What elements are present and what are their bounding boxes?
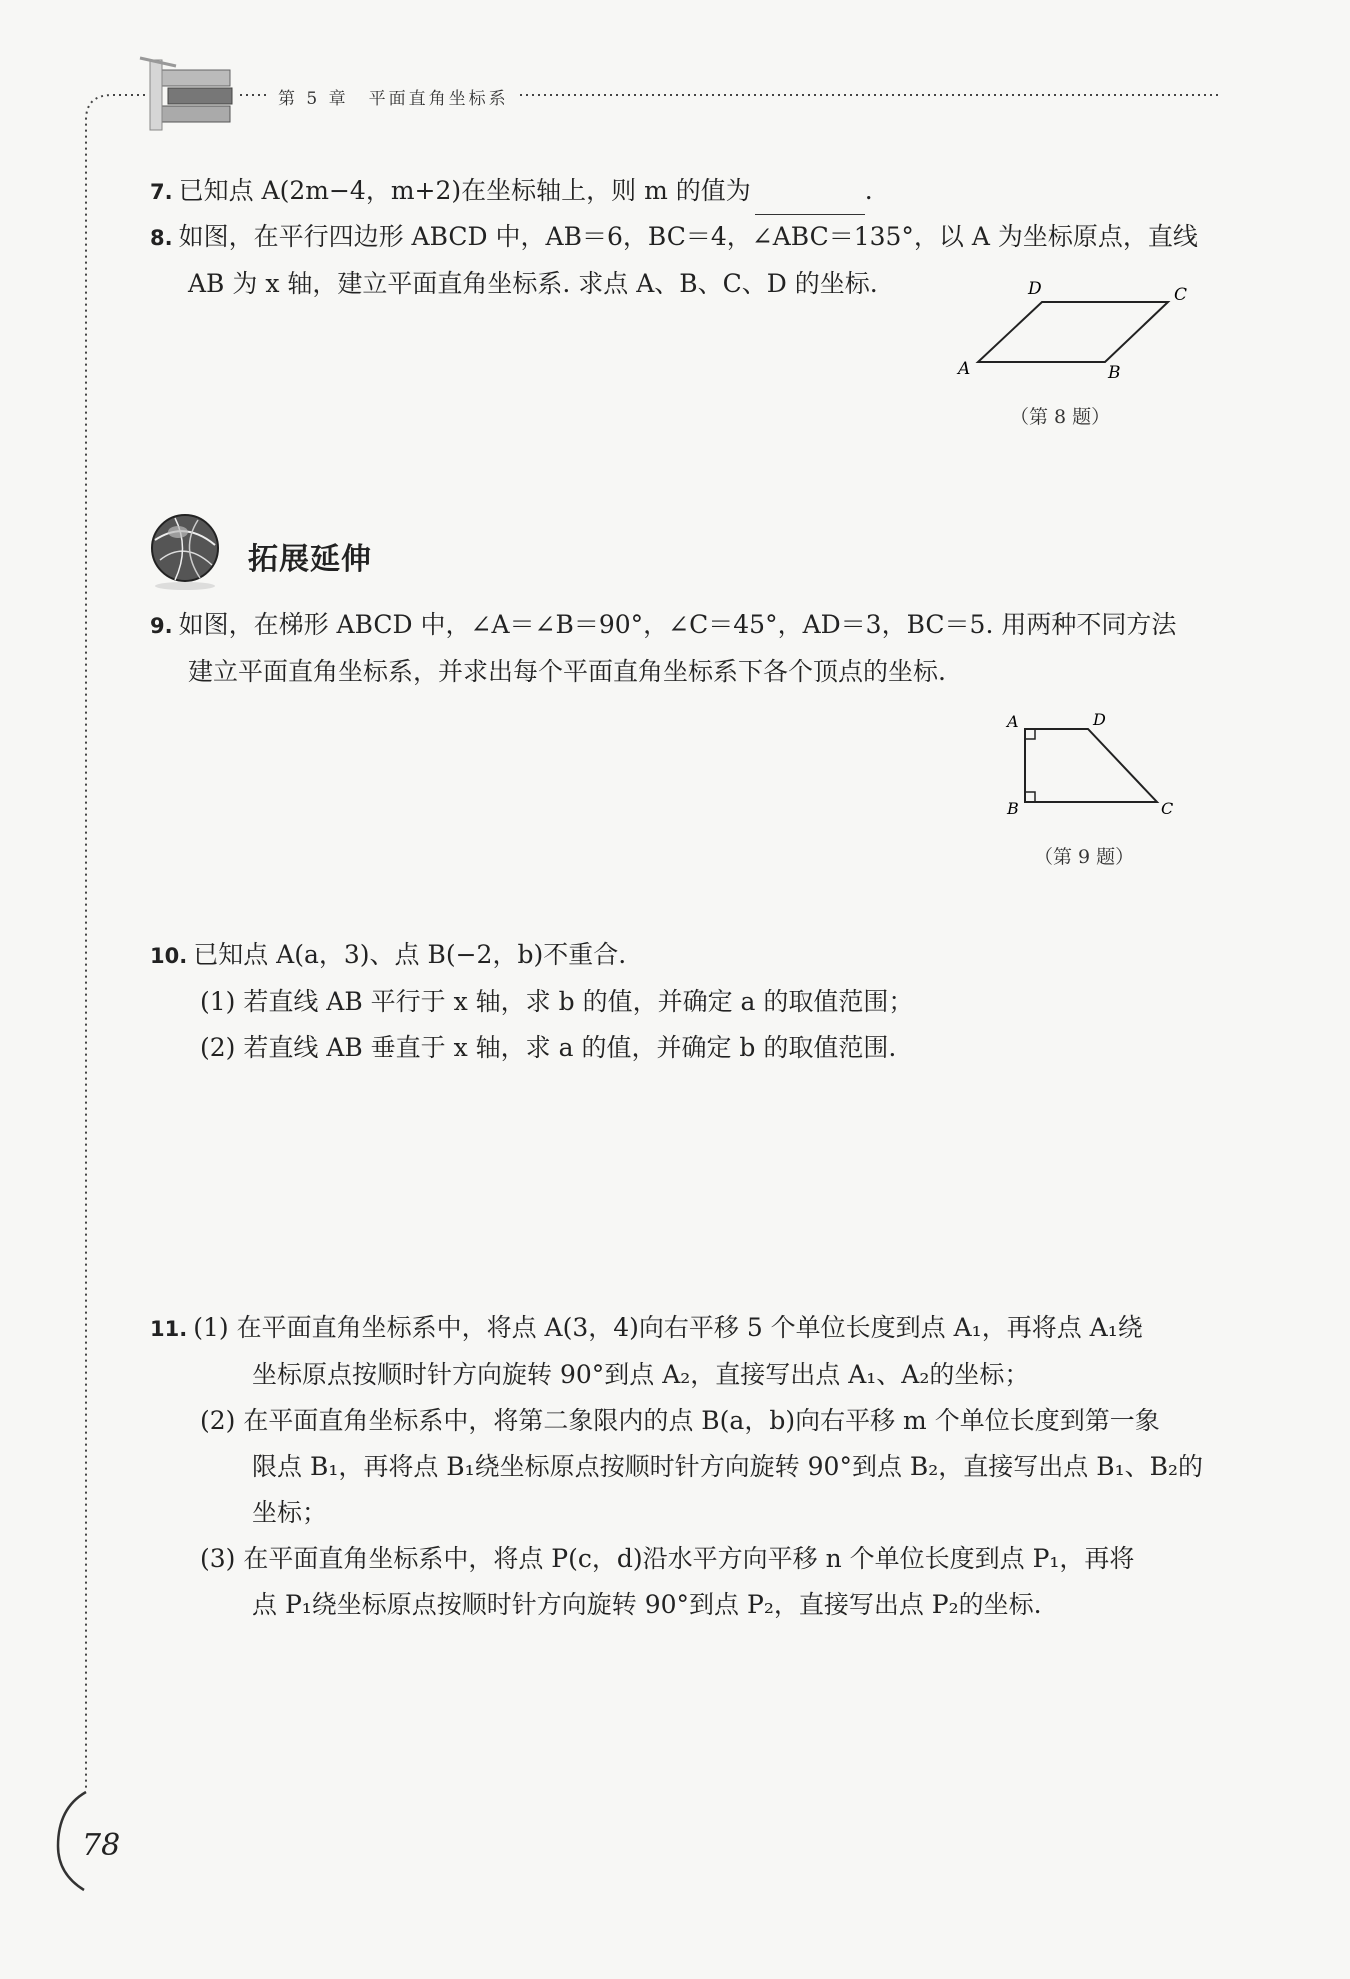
question-7 xyxy=(150,168,873,215)
label-c: C xyxy=(1174,285,1188,305)
part2-line1: (2) 在平面直角坐标系中，将第二象限内的点 B(a，b)向右平移 m 个单位长度到第一象 xyxy=(200,1406,1160,1435)
part2-line3: 坐标； xyxy=(252,1498,328,1527)
question-end: . xyxy=(864,176,873,205)
question-part-1: (1) 若直线 AB 平行于 x 轴，求 b 的值，并确定 a 的取值范围； xyxy=(200,987,914,1016)
section-title: 拓展延伸 xyxy=(248,542,372,577)
label-c: C xyxy=(1161,799,1174,818)
question-10 xyxy=(150,932,913,1071)
label-a: A xyxy=(1007,712,1019,731)
question-text-line2: AB 为 x 轴，建立平面直角坐标系. 求点 A、B、C、D 的坐标. xyxy=(188,269,878,298)
label-b: B xyxy=(1007,799,1019,818)
question-text-line1: 如图，在梯形 ABCD 中，∠A＝∠B＝90°，∠C＝45°，AD＝3，BC＝5. 用两种不同方法 xyxy=(178,610,1177,639)
figure-8-caption: （第 8 题） xyxy=(1010,406,1111,428)
chapter-header: 第 5 章 平面直角坐标系 xyxy=(278,89,509,109)
question-text: 已知点 A(a，3)、点 B(−2，b)不重合. xyxy=(193,940,627,969)
part2-line2: 限点 B₁，再将点 B₁绕坐标原点按顺时针方向旋转 90°到点 B₂，直接写出点 B₁、B₂的 xyxy=(252,1452,1204,1481)
question-text-line2: 建立平面直角坐标系，并求出每个平面直角坐标系下各个顶点的坐标. xyxy=(188,657,946,686)
question-number: 11. xyxy=(150,1317,188,1341)
figure-9-caption: （第 9 题） xyxy=(1034,846,1135,868)
parallelogram-figure xyxy=(950,278,1200,388)
globe-icon xyxy=(152,515,218,590)
question-number: 7. xyxy=(150,180,173,204)
page-number: 78 xyxy=(82,1828,121,1863)
part3-line1: (3) 在平面直角坐标系中，将点 P(c，d)沿水平方向平移 n 个单位长度到点 P₁，再将 xyxy=(200,1544,1135,1573)
part3-line2: 点 P₁绕坐标原点按顺时针方向旋转 90°到点 P₂，直接写出点 P₂的坐标. xyxy=(252,1590,1042,1619)
question-text: 已知点 A(2m−4，m+2)在坐标轴上，则 m 的值为 xyxy=(178,176,751,205)
question-number: 9. xyxy=(150,614,173,638)
question-number: 8. xyxy=(150,226,173,250)
part1-line1: (1) 在平面直角坐标系中，将点 A(3，4)向右平移 5 个单位长度到点 A₁，再将点 A₁绕 xyxy=(193,1313,1143,1342)
label-d: D xyxy=(1093,710,1106,729)
question-9 xyxy=(150,602,1176,695)
book-stack-icon xyxy=(140,58,232,130)
question-part-2: (2) 若直线 AB 垂直于 x 轴，求 a 的值，并确定 b 的取值范围. xyxy=(200,1033,897,1062)
answer-blank[interactable] xyxy=(755,190,865,215)
question-number: 10. xyxy=(150,944,188,968)
question-text-line1: 如图，在平行四边形 ABCD 中，AB＝6，BC＝4，∠ABC＝135°，以 A 为坐标原点，直线 xyxy=(178,222,1198,251)
part1-line2: 坐标原点按顺时针方向旋转 90°到点 A₂，直接写出点 A₁、A₂的坐标； xyxy=(252,1360,1030,1389)
label-a: A xyxy=(958,359,971,379)
question-11 xyxy=(150,1305,1203,1628)
trapezoid-figure xyxy=(995,706,1195,826)
label-d: D xyxy=(1028,279,1042,299)
label-b: B xyxy=(1108,363,1121,383)
